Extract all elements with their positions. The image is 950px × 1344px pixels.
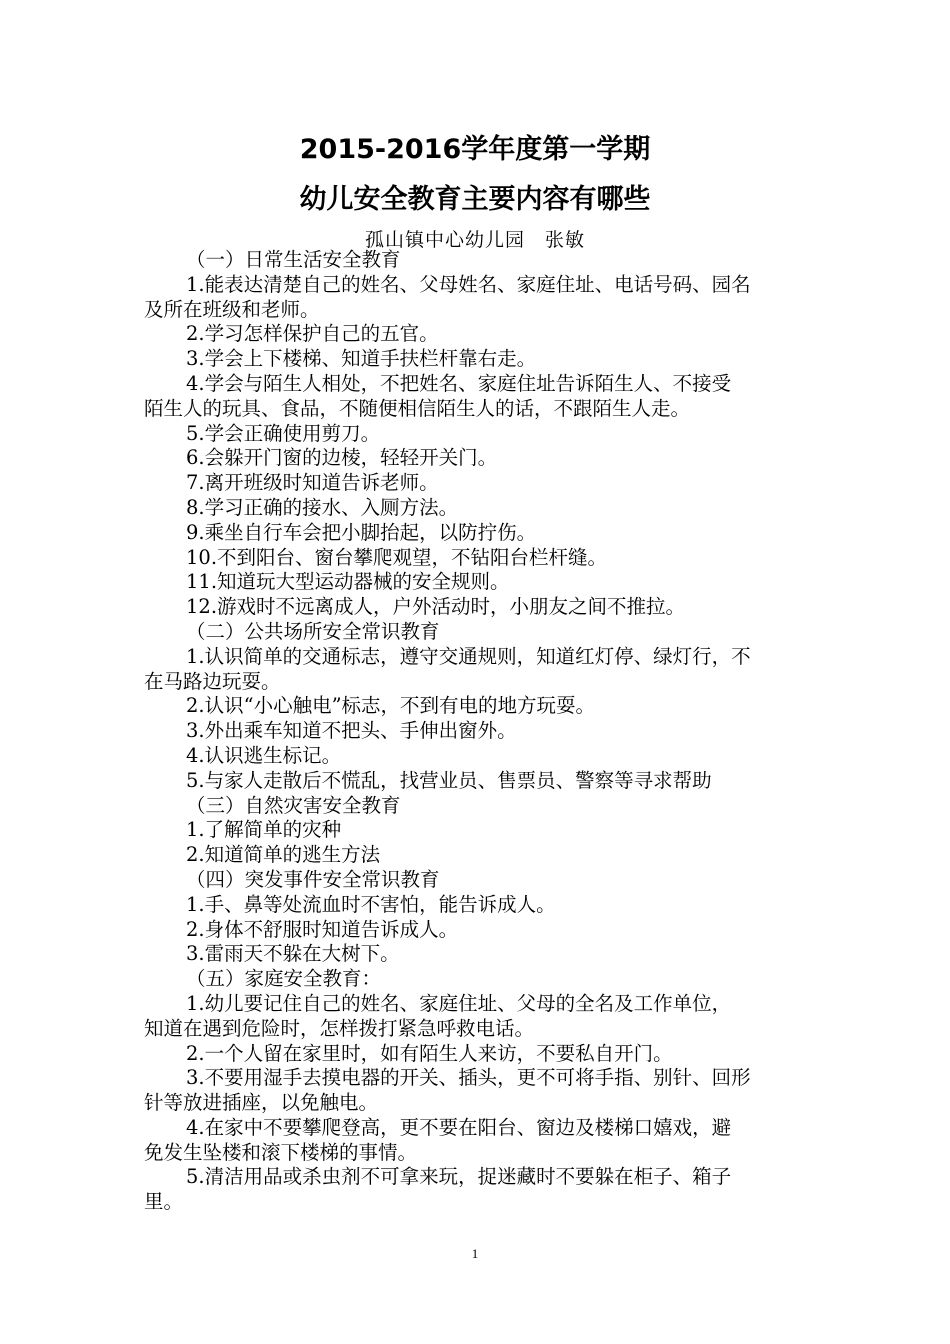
list-item: 5.清洁用品或杀虫剂不可拿来玩，捉迷藏时不要躲在柜子、箱子 xyxy=(186,1165,732,1189)
list-item-continuation: 在马路边玩耍。 xyxy=(144,669,281,693)
list-item: 4.在家中不要攀爬登高，更不要在阳台、窗边及楼梯口嬉戏，避 xyxy=(186,1115,732,1139)
list-item-continuation: 及所在班级和老师。 xyxy=(144,297,320,321)
list-item: 1.幼儿要记住自己的姓名、家庭住址、父母的全名及工作单位， xyxy=(186,991,732,1015)
list-item-continuation: 免发生坠楼和滚下楼梯的事情。 xyxy=(144,1140,418,1164)
list-item: 12.游戏时不远离成人，户外活动时，小朋友之间不推拉。 xyxy=(186,595,686,619)
document-body xyxy=(144,248,812,1215)
list-item: 2.一个人留在家里时，如有陌生人来访，不要私自开门。 xyxy=(186,1041,673,1065)
section-heading: （三）自然灾害安全教育 xyxy=(186,793,401,817)
list-item: 3.雷雨天不躲在大树下。 xyxy=(186,942,400,966)
list-item: 11.知道玩大型运动器械的安全规则。 xyxy=(186,570,510,594)
page-number: 1 xyxy=(471,1246,479,1261)
list-item: 2.知道简单的逃生方法 xyxy=(186,843,381,867)
list-item: 4.学会与陌生人相处，不把姓名、家庭住址告诉陌生人、不接受 xyxy=(186,371,732,395)
list-item: 2.身体不舒服时知道告诉成人。 xyxy=(186,917,459,941)
section-heading: （二）公共场所安全常识教育 xyxy=(186,619,440,643)
list-item: 7.离开班级时知道告诉老师。 xyxy=(186,471,439,495)
list-item: 6.会躲开门窗的边棱，轻轻开关门。 xyxy=(186,446,498,470)
list-item: 1.能表达清楚自己的姓名、父母姓名、家庭住址、电话号码、园名 xyxy=(186,272,751,296)
list-item: 5.与家人走散后不慌乱，找营业员、售票员、警察等寻求帮助 xyxy=(186,768,712,792)
section-heading: （五）家庭安全教育： xyxy=(186,967,382,991)
list-item: 9.乘坐自行车会把小脚抬起，以防拧伤。 xyxy=(186,520,537,544)
list-item: 1.手、鼻等处流血时不害怕，能告诉成人。 xyxy=(186,892,556,916)
list-item: 2.认识“小心触电”标志，不到有电的地方玩耍。 xyxy=(186,694,596,718)
title-year: 2015-2016学年度第一学期 xyxy=(299,134,651,165)
list-item: 4.认识逃生标记。 xyxy=(186,743,342,767)
list-item-continuation: 针等放进插座，以免触电。 xyxy=(144,1091,379,1115)
title-main: 幼儿安全教育主要内容有哪些 xyxy=(299,184,651,215)
list-item: 8.学习正确的接水、入厕方法。 xyxy=(186,495,459,519)
list-item-continuation: 陌生人的玩具、食品，不随便相信陌生人的话，不跟陌生人走。 xyxy=(144,396,691,420)
list-item: 10.不到阳台、窗台攀爬观望，不钻阳台栏杆缝。 xyxy=(186,545,608,569)
section-heading: （四）突发事件安全常识教育 xyxy=(186,867,440,891)
list-item-continuation: 知道在遇到危险时，怎样拨打紧急呼救电话。 xyxy=(144,1016,535,1040)
list-item: 5.学会正确使用剪刀。 xyxy=(186,421,381,445)
list-item: 3.外出乘车知道不把头、手伸出窗外。 xyxy=(186,719,517,743)
section-heading: （一）日常生活安全教育 xyxy=(186,248,401,271)
list-item: 2.学习怎样保护自己的五官。 xyxy=(186,322,439,346)
author-line: 孤山镇中心幼儿园 张敏 xyxy=(364,229,585,251)
list-item: 3.学会上下楼梯、知道手扶栏杆靠右走。 xyxy=(186,347,537,371)
list-item: 1.认识简单的交通标志，遵守交通规则，知道红灯停、绿灯行，不 xyxy=(186,644,751,668)
list-item-continuation: 里。 xyxy=(144,1190,184,1214)
list-item: 1.了解简单的灾种 xyxy=(186,818,342,842)
list-item: 3.不要用湿手去摸电器的开关、插头，更不可将手指、别针、回形 xyxy=(186,1066,751,1090)
